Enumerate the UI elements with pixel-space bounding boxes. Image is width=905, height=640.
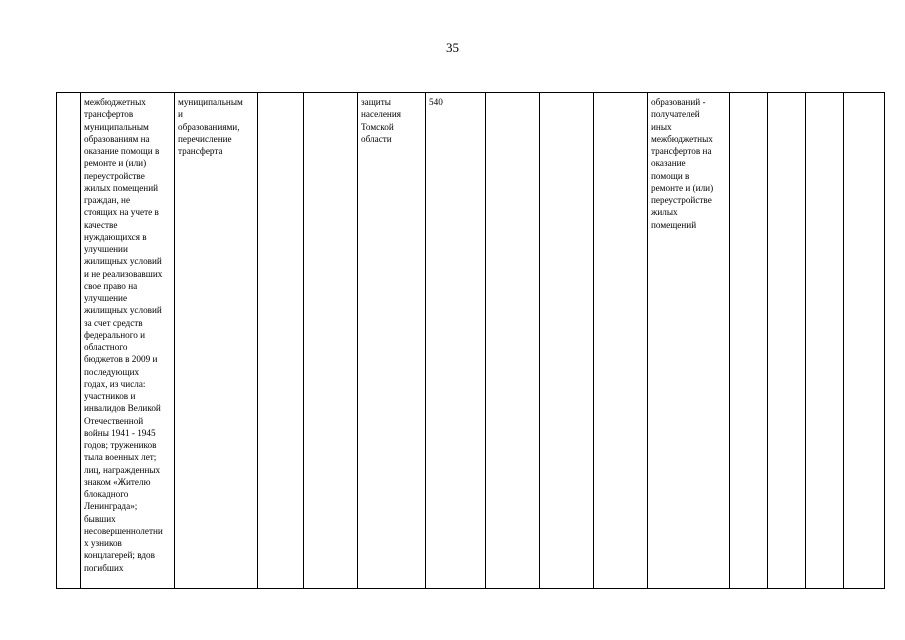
- document-table: [56, 92, 885, 589]
- page-number: 35: [446, 40, 459, 55]
- table-cell-empty-2: [304, 93, 358, 589]
- table-cell-empty-5: [594, 93, 648, 589]
- table-cell-indicator: образований - получателей иных межбюджетных трансфертов на оказание помощи в ремонте и (или) переустройстве жилых помещений: [648, 93, 730, 589]
- table-cell-empty-8: [806, 93, 844, 589]
- table-cell-code: 540: [426, 93, 486, 589]
- table-cell-empty-6: [730, 93, 768, 589]
- table-cell-department: защиты населения Томской области: [358, 93, 426, 589]
- table-cell-method: муниципальным и образованиями, перечисление трансферта: [175, 93, 258, 589]
- table-cell-empty-3: [486, 93, 540, 589]
- table-cell-empty-1: [258, 93, 304, 589]
- table-cell-index: [57, 93, 81, 589]
- table-row: [57, 93, 885, 589]
- table-cell-empty-7: [768, 93, 806, 589]
- table-cell-empty-4: [540, 93, 594, 589]
- table-cell-name: межбюджетных трансфертов муниципальным образованиям на оказание помощи в ремонте и (или) переустройстве жилых помещений граждан, не стоящих на учете в качестве нуждающихся в улучшении жилищных условий и не реализовавших свое право на улучшение жилищных условий за счет средств федерального и областного бюджетов в 2009 и последующих годах, из числа: участников и инвалидов Великой Отечественной войны 1941 - 1945 годов; тружеников тыла военных лет; лиц, награжденных знаком «Жителю блокадного Ленинграда»; бывших несовершеннолетни х узников концлагерей; вдов погибших: [81, 93, 175, 589]
- table-cell-empty-9: [844, 93, 885, 589]
